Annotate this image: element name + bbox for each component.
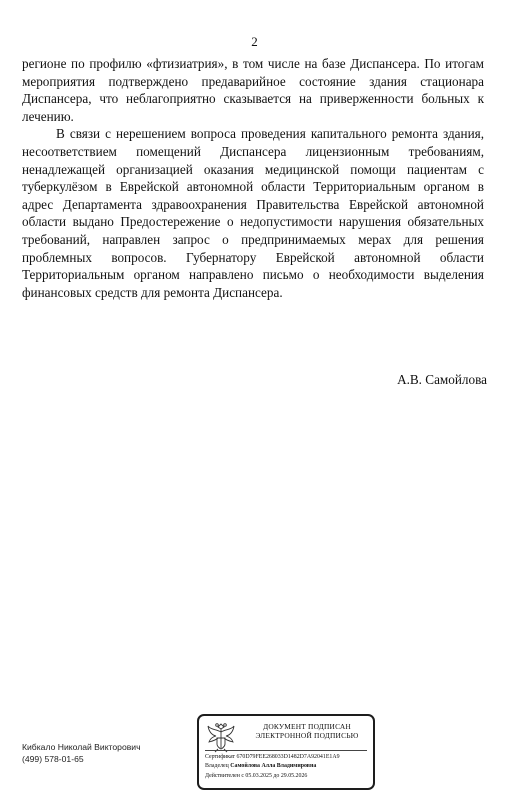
owner-label: Владелец bbox=[205, 763, 229, 770]
stamp-divider bbox=[205, 750, 367, 751]
executor-block bbox=[22, 741, 141, 765]
paragraph-2: В связи с нерешением вопроса проведения капитального ремонта здания, несоответствием помещений Диспансера лицензионным требованиям, ненадлежащей организацией оказания медицинской помощи пациентам с туберкулёзом в Еврейской автономной области Территориальным органом в адрес Департамента здравоохранения Правительства Еврейской автономной области выдано Предостережение о недопустимости нарушения обязательных требований, направлен запрос о предпринимаемых мерах для решения проблемных вопросов. Губернатору Еврейской автономной области Территориальным органом направлено письмо о необходимости выделения финансовых средств для ремонта Диспансера. bbox=[22, 126, 484, 300]
stamp-certificate-row bbox=[205, 753, 371, 762]
certificate-number: 670D79FEE268033D1482D7A92041E1A9 bbox=[236, 754, 340, 760]
executor-phone: (499) 578-01-65 bbox=[22, 754, 84, 764]
owner-name: Самойлова Алла Владимировна bbox=[230, 763, 317, 770]
signatory-name: А.В. Самойлова bbox=[397, 372, 487, 387]
page-number: 2 bbox=[251, 34, 258, 49]
stamp-title-line-1: ДОКУМЕНТ ПОДПИСАН bbox=[263, 722, 351, 731]
stamp-details bbox=[205, 753, 371, 781]
electronic-signature-stamp bbox=[197, 714, 375, 790]
executor-name: Кибкало Николай Викторович bbox=[22, 742, 141, 752]
coat-of-arms-icon bbox=[205, 720, 237, 754]
stamp-owner-row bbox=[205, 762, 371, 771]
stamp-validity: Действителен с 05.03.2025 до 29.05.2026 bbox=[205, 772, 308, 779]
paragraph-1: регионе по профилю «фтизиатрия», в том числе на базе Диспансера. По итогам мероприятия подтверждено предаварийное состояние здания стационара Диспансера, что неблагоприятно сказывается на приверженности больных к лечению. bbox=[22, 56, 484, 124]
letter-body bbox=[22, 55, 484, 301]
stamp-title bbox=[243, 722, 371, 740]
certificate-label: Сертификат bbox=[205, 754, 235, 760]
stamp-title-line-2: ЭЛЕКТРОННОЙ ПОДПИСЬЮ bbox=[255, 731, 359, 740]
